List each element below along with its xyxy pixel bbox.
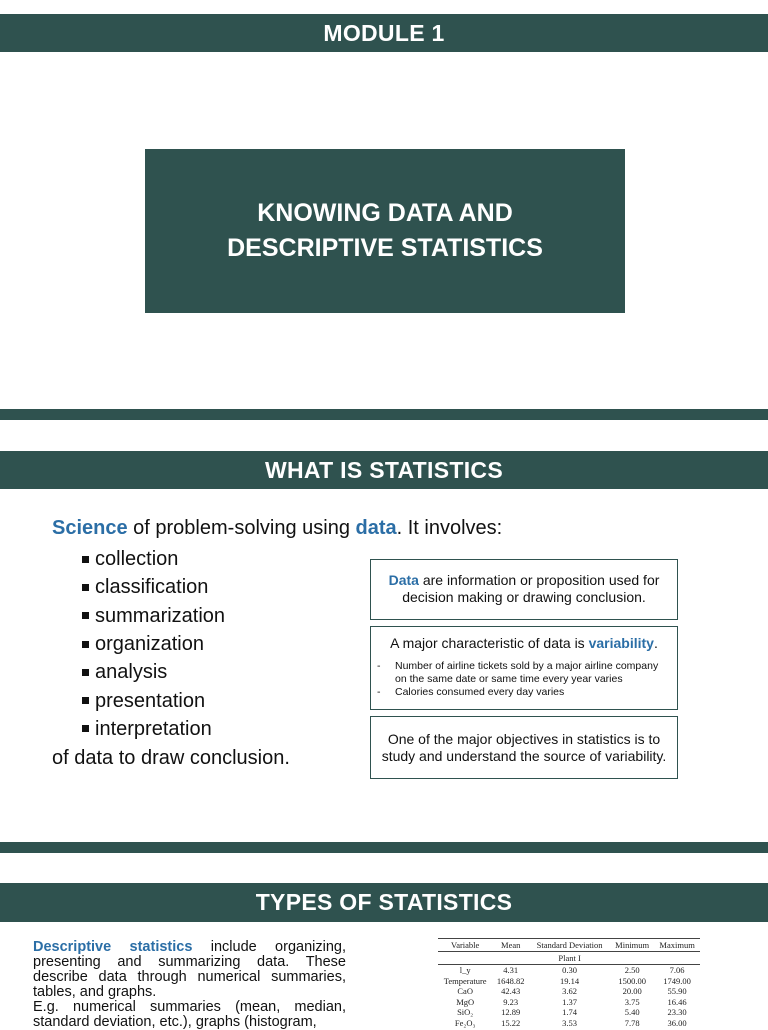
list-item: presentation [82, 686, 225, 714]
title-line-2: DESCRIPTIVE STATISTICS [227, 234, 543, 262]
title-line-1: KNOWING DATA AND [257, 199, 513, 227]
col-header: Minimum [610, 939, 654, 952]
list-item: collection [82, 545, 225, 573]
table-row: MgO 9.23 1.37 3.75 16.46 [456, 996, 687, 1007]
science-term: Science [52, 517, 128, 539]
col-header: Variable [438, 939, 492, 952]
square-bullet-icon [82, 725, 89, 732]
data-term: data [355, 517, 397, 539]
descriptive-paragraph: Descriptive statistics include organizing, presenting and summarizing data. These describe data through numerical summaries, tables, and graphs. E.g. numerical summaries (mean, median, standard deviation, etc.), graphs (histogram, [33, 939, 346, 1030]
list-item: - Calories consumed every day varies [377, 686, 565, 698]
intro-sentence: Science of problem-solving using data. It involves: [52, 517, 503, 539]
title-slide [145, 149, 625, 313]
outro-sentence: of data to draw conclusion. [52, 747, 290, 769]
square-bullet-icon [82, 612, 89, 619]
table-row: l_y 4.31 0.30 2.50 7.06 [459, 965, 685, 975]
table-row: Temperature 1648.82 19.14 1500.00 1749.00 [443, 975, 691, 986]
list-item: summarization [82, 602, 225, 630]
slide-heading: WHAT IS STATISTICS [265, 456, 503, 483]
group-label: Plant I [529, 952, 610, 965]
table-header-row [438, 939, 700, 952]
group-row [438, 952, 700, 965]
data-definition-box: Data are information or proposition used for decision making or drawing conclusion. [370, 559, 678, 620]
variability-box [370, 626, 678, 710]
variability-term: variability [588, 635, 654, 651]
example-text: E.g. numerical summaries (mean, median, standard deviation, etc.), graphs (histogram, [33, 999, 346, 1030]
col-header: Mean [492, 939, 529, 952]
square-bullet-icon [82, 556, 89, 563]
slide-heading: TYPES OF STATISTICS [255, 889, 513, 915]
table-row: CaO 42.43 3.62 20.00 55.90 [457, 986, 687, 996]
col-header: Maximum [654, 939, 700, 952]
square-bullet-icon [82, 669, 89, 676]
variability-examples [377, 660, 671, 699]
square-bullet-icon [82, 641, 89, 648]
module-banner [0, 14, 768, 52]
col-header: Standard Deviation [529, 939, 610, 952]
list-item: - Number of airline tickets sold by a major airline company on the same date or same time every year varies [377, 660, 659, 685]
descriptive-term: Descriptive statistics [33, 939, 193, 955]
what-is-statistics-banner [0, 451, 768, 489]
module-label: MODULE 1 [323, 19, 445, 46]
types-of-statistics-banner [0, 883, 768, 922]
summary-stats-table [438, 938, 700, 1028]
variability-statement: A major characteristic of data is variability. [390, 635, 658, 651]
slide-divider [0, 409, 768, 420]
table-row: Fe₂O₃ 15.22 3.53 7.78 36.00 [454, 1017, 687, 1028]
slide-divider [0, 842, 768, 853]
list-item: classification [82, 573, 225, 601]
table-row: SiO₂ 12.89 1.74 5.40 23.30 [457, 1007, 687, 1017]
objective-box: One of the major objectives in statistics is to study and understand the source of variability. [370, 716, 678, 779]
list-item: analysis [82, 658, 225, 686]
square-bullet-icon [82, 584, 89, 591]
data-term: Data [388, 572, 419, 588]
square-bullet-icon [82, 697, 89, 704]
list-item: organization [82, 630, 225, 658]
list-item: interpretation [82, 715, 225, 743]
process-list [82, 545, 225, 743]
